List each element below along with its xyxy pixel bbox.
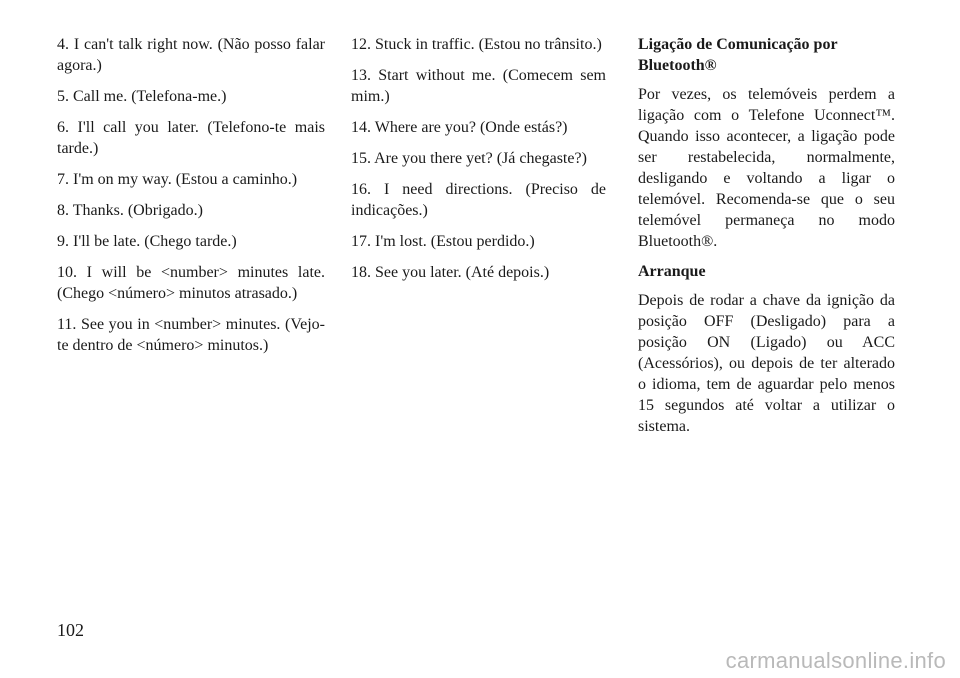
paragraph-startup: Depois de rodar a chave da ignição da posição OFF (Desligado) para a posição ON (Ligado) ou ACC (Acessórios), ou depois de ter alterado o idioma, tem de aguardar pelo menos 15 segundos até voltar a utilizar o sistema. xyxy=(638,292,895,435)
list-item: 8. Thanks. (Obrigado.) xyxy=(57,202,203,219)
page-number: 102 xyxy=(57,620,84,640)
column-2 xyxy=(351,34,606,293)
list-item: 18. See you later. (Até depois.) xyxy=(351,264,550,281)
list-item: 13. Start without me. (Comecem sem mim.) xyxy=(351,67,606,105)
paragraph-bluetooth: Por vezes, os telemóveis perdem a ligação com o Telefone Uconnect™. Quando isso acontecer, a ligação pode ser restabelecida, normalmente, desligando e voltando a ligar o telemóvel. Recomenda-se que o seu telemóvel permaneça no modo Bluetooth®. xyxy=(638,86,895,250)
list-item: 15. Are you there yet? (Já chegaste?) xyxy=(351,150,587,167)
list-item: 12. Stuck in traffic. (Estou no trânsito.) xyxy=(351,36,602,53)
list-item: 11. See you in <number> minutes. (Vejo-te dentro de <número> minutos.) xyxy=(57,316,325,354)
list-item: 17. I'm lost. (Estou perdido.) xyxy=(351,233,535,250)
list-item: 10. I will be <number> minutes late. (Chego <número> minutos atrasado.) xyxy=(57,264,325,302)
column-3 xyxy=(638,34,895,446)
list-item: 5. Call me. (Telefona-me.) xyxy=(57,88,227,105)
section-heading-startup: Arranque xyxy=(638,263,706,280)
column-1 xyxy=(57,34,325,366)
list-item: 4. I can't talk right now. (Não posso falar agora.) xyxy=(57,36,325,74)
list-item: 14. Where are you? (Onde estás?) xyxy=(351,119,568,136)
list-item: 16. I need directions. (Preciso de indicações.) xyxy=(351,181,606,219)
list-item: 6. I'll call you later. (Telefono-te mais tarde.) xyxy=(57,119,325,157)
section-heading-bluetooth: Ligação de Comunicação por Bluetooth® xyxy=(638,36,838,74)
watermark: carmanualsonline.info xyxy=(725,648,946,673)
list-item: 7. I'm on my way. (Estou a caminho.) xyxy=(57,171,298,188)
list-item: 9. I'll be late. (Chego tarde.) xyxy=(57,233,237,250)
